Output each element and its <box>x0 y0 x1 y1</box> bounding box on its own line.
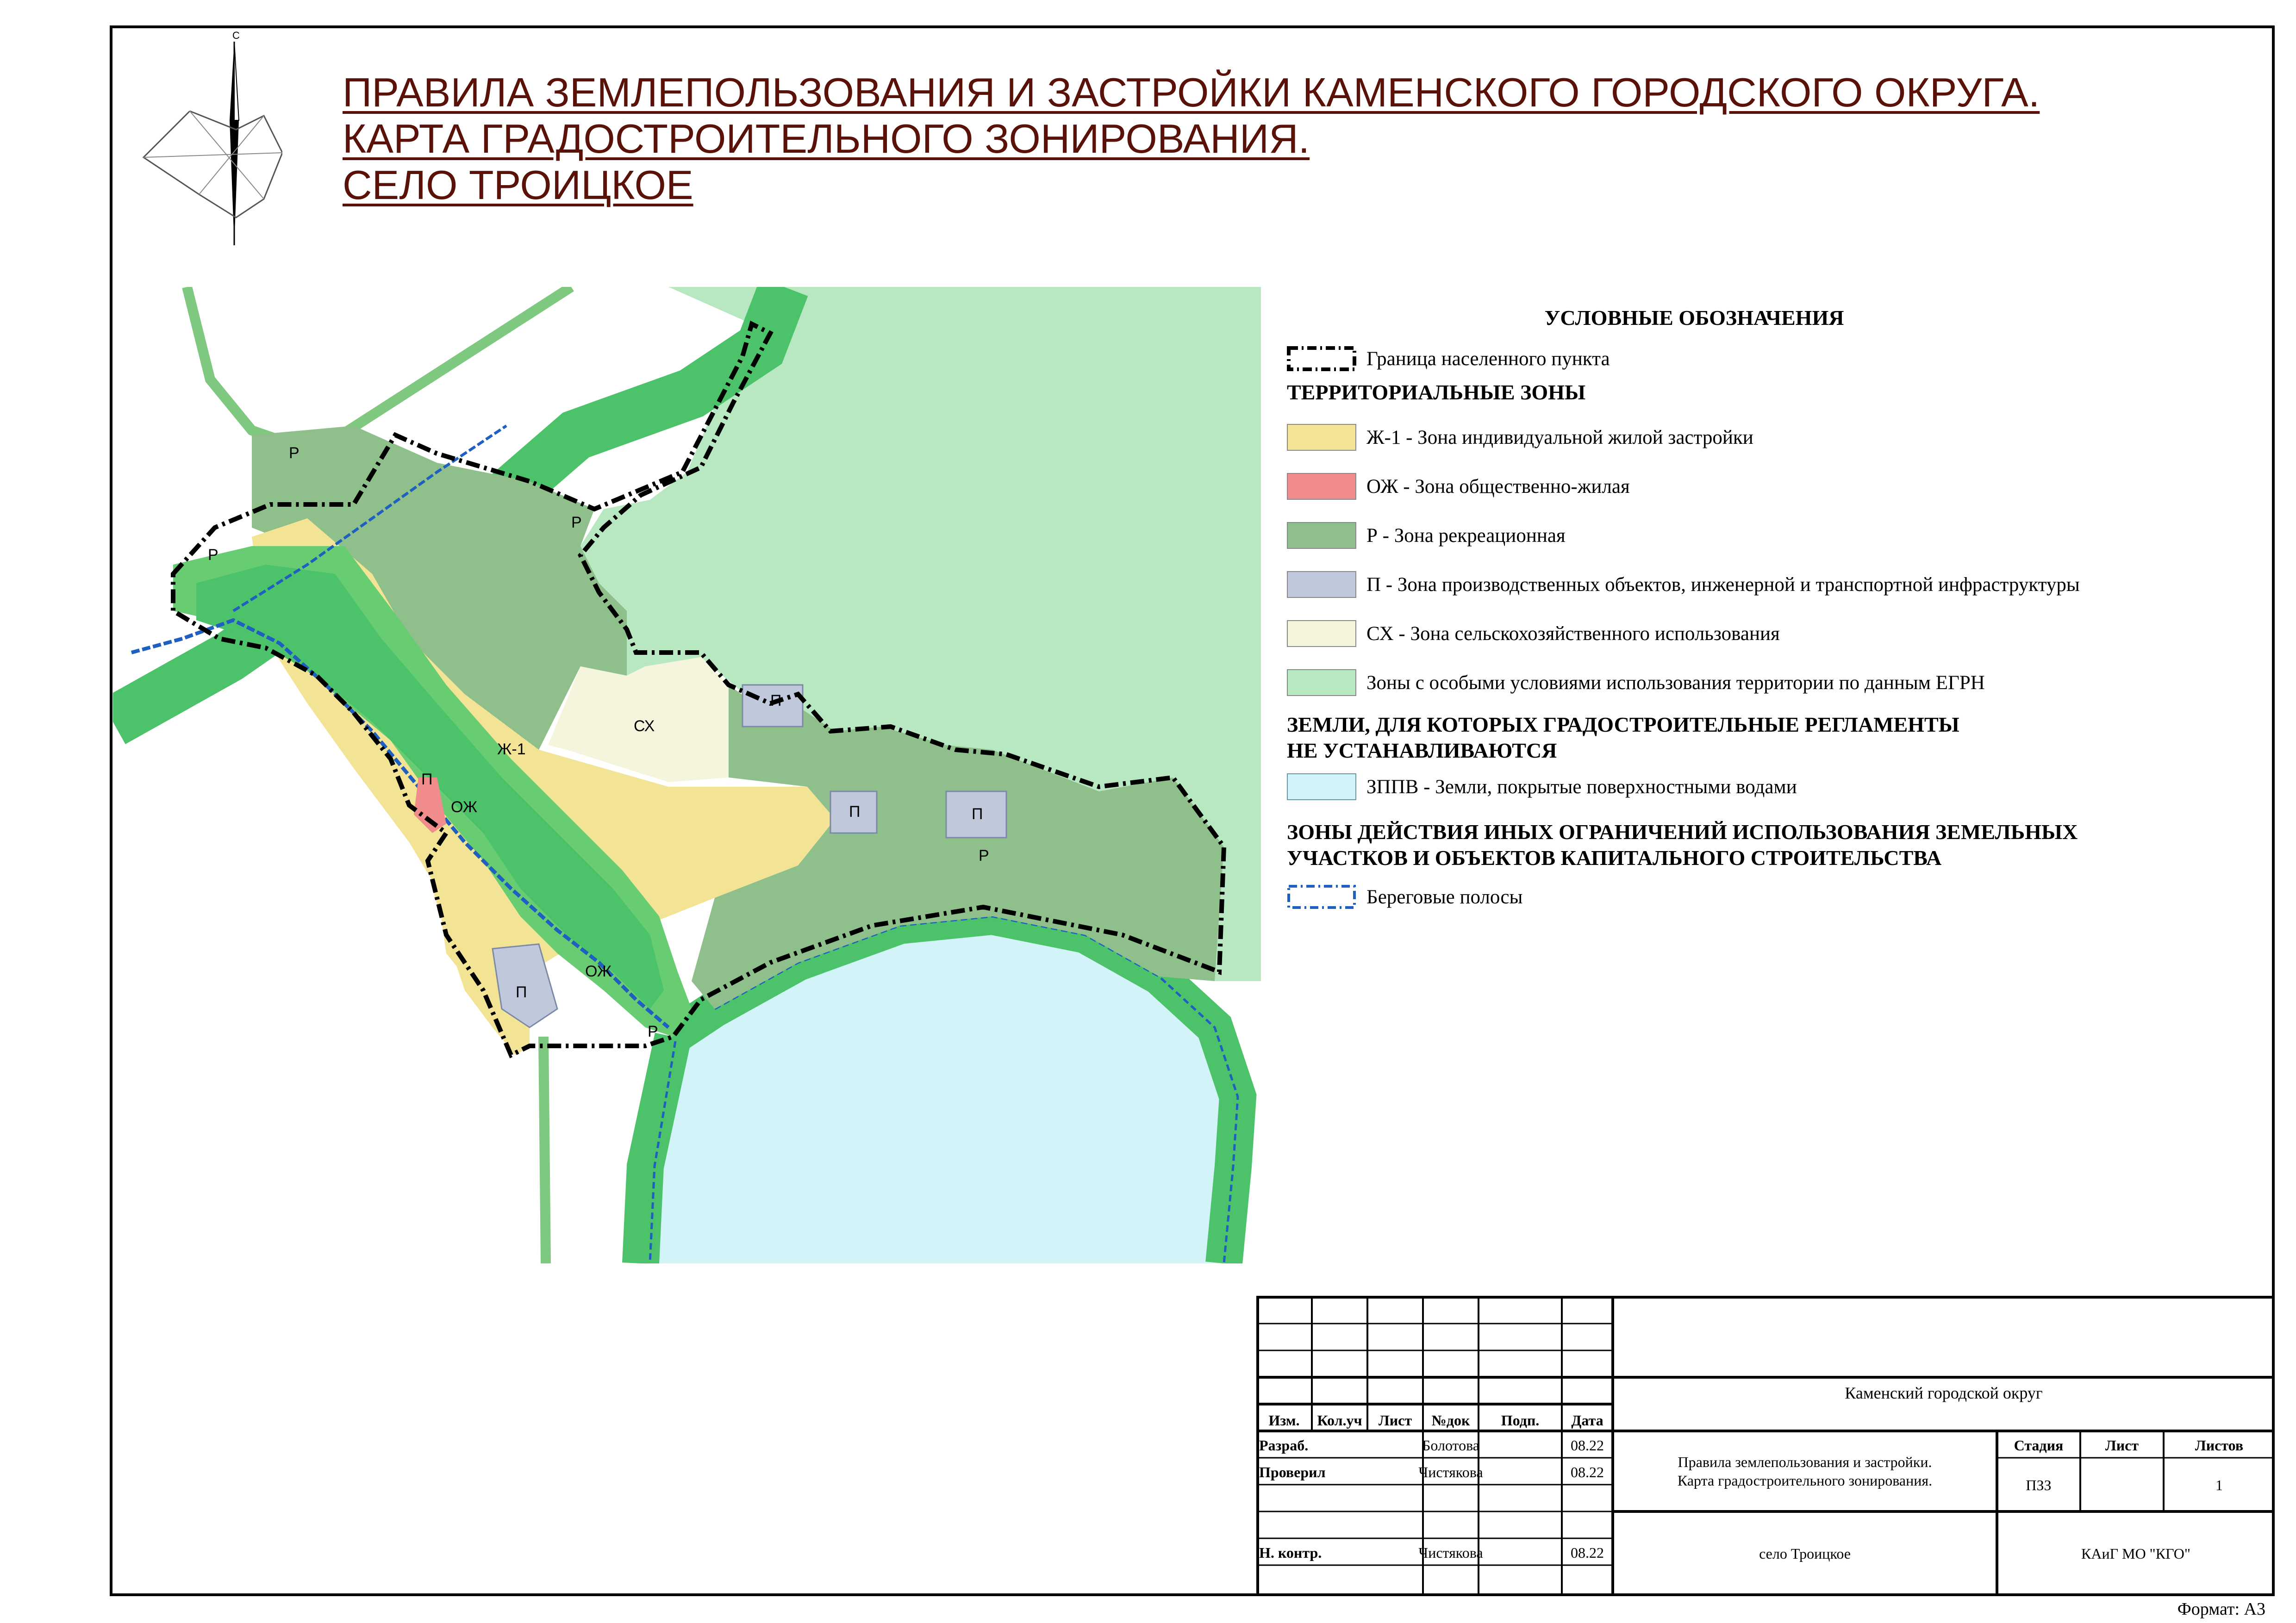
zone-label-ozh1: ОЖ <box>451 798 478 816</box>
legend-zone-row <box>1287 519 1566 552</box>
stamp-place: село Троицкое <box>1759 1545 1851 1562</box>
legend-zone-row <box>1287 666 1985 699</box>
legend-shore-row <box>1287 881 1522 913</box>
legend-title: УСЛОВНЫЕ ОБОЗНАЧЕНИЯ <box>1544 306 1844 330</box>
legend-zone-row <box>1287 421 1753 454</box>
zoning-map <box>113 287 1261 1263</box>
stamp-date: 08.22 <box>1571 1437 1604 1454</box>
legend-swatch-water <box>1287 773 1356 800</box>
legend-boundary-row <box>1287 342 1610 375</box>
stamp-doc-title-2: Карта градостроительного зонирования. <box>1677 1472 1933 1489</box>
stamp-organization: Каменский городской округ <box>1845 1384 2043 1402</box>
legend-swatch-special <box>1287 669 1356 696</box>
zone-label-p5: П <box>421 771 433 788</box>
zone-label-r3: Р <box>571 514 582 531</box>
stamp-header-date: Дата <box>1571 1412 1603 1429</box>
stamp-name: Чистякова <box>1418 1464 1483 1480</box>
legend-swatch-ozh <box>1287 473 1356 500</box>
legend-zone-row <box>1287 470 1630 503</box>
legend-water-label: ЗППВ - Земли, покрытые поверхностными водами <box>1366 776 1797 798</box>
legend-swatch-p <box>1287 571 1356 598</box>
legend-territorial-heading: ТЕРРИТОРИАЛЬНЫЕ ЗОНЫ <box>1287 380 1586 404</box>
zone-label-p2: П <box>849 803 861 821</box>
legend-zone-label: Ж-1 - Зона индивидуальной жилой застройки <box>1366 426 1753 448</box>
stamp-doc-title-1: Правила землепользования и застройки. <box>1678 1454 1932 1470</box>
title-block <box>1256 1296 2275 1596</box>
stamp-sheet-header: Лист <box>2105 1437 2139 1454</box>
stamp-header-kol: Кол.уч <box>1317 1412 1362 1429</box>
road-south <box>543 1037 546 1263</box>
legend-no-regulation-heading-line-2: НЕ УСТАНАВЛИВАЮТСЯ <box>1287 739 1557 762</box>
legend-swatch-sh <box>1287 620 1356 647</box>
stamp-name: Чистякова <box>1418 1544 1483 1561</box>
legend-swatch-r <box>1287 522 1356 549</box>
stamp-date: 08.22 <box>1571 1544 1604 1561</box>
legend-zone-label: П - Зона производственных объектов, инженерной и транспортной инфраструктуры <box>1366 573 2080 596</box>
legend-zone-row <box>1287 568 2080 601</box>
stamp-header-podp: Подп. <box>1501 1412 1540 1429</box>
legend-water-row <box>1287 771 1797 803</box>
stamp-stage-value: ПЗЗ <box>2026 1477 2052 1493</box>
stamp-company: КАиГ МО "КГО" <box>2081 1545 2190 1562</box>
legend-zone-row <box>1287 617 1780 650</box>
boundary-symbol-icon <box>1287 345 1356 372</box>
title-line-1: ПРАВИЛА ЗЕМЛЕПОЛЬЗОВАНИЯ И ЗАСТРОЙКИ КАМЕНСКОГО ГОРОДСКОГО ОКРУГА. <box>343 69 2040 115</box>
stamp-date: 08.22 <box>1571 1464 1604 1480</box>
stamp-role: Н. контр. <box>1259 1544 1322 1561</box>
title-line-2: КАРТА ГРАДОСТРОИТЕЛЬНОГО ЗОНИРОВАНИЯ. <box>343 116 1310 162</box>
legend-restrictions-heading-line-1: ЗОНЫ ДЕЙСТВИЯ ИНЫХ ОГРАНИЧЕНИЙ ИСПОЛЬЗОВАНИЯ ЗЕМЕЛЬНЫХ <box>1287 820 2078 844</box>
compass-rose-icon <box>125 28 282 259</box>
zone-label-r4: Р <box>979 847 989 864</box>
legend-swatch-zh1 <box>1287 424 1356 451</box>
map-title <box>343 69 2040 208</box>
legend-no-regulation-heading-line-1: ЗЕМЛИ, ДЛЯ КОТОРЫХ ГРАДОСТРОИТЕЛЬНЫЕ РЕГЛАМЕНТЫ <box>1287 713 1959 736</box>
stamp-header-ndok: №док <box>1431 1412 1470 1429</box>
zone-label-zh1: Ж-1 <box>497 740 526 758</box>
stamp-role: Разраб. <box>1259 1437 1309 1454</box>
zone-label-p3: П <box>972 805 983 823</box>
stamp-header-izm: Изм. <box>1268 1412 1300 1429</box>
legend-zone-label: Р - Зона рекреационная <box>1366 524 1566 547</box>
zone-label-r1: Р <box>289 444 299 462</box>
stamp-header-list: Лист <box>1378 1412 1412 1429</box>
zone-label-sh: СХ <box>634 717 655 735</box>
zone-label-r2: Р <box>208 546 218 564</box>
legend-zone-label: ОЖ - Зона общественно-жилая <box>1366 475 1630 497</box>
stamp-name: Болотова <box>1422 1437 1479 1454</box>
zone-label-r5: Р <box>648 1023 658 1040</box>
legend-zone-label: Зоны с особыми условиями использования территории по данным ЕГРН <box>1366 672 1985 694</box>
stamp-sheets-header: Листов <box>2195 1437 2244 1454</box>
title-line-3: СЕЛО ТРОИЦКОЕ <box>343 162 693 208</box>
stamp-role: Проверил <box>1259 1464 1326 1480</box>
legend-shore-label: Береговые полосы <box>1366 886 1523 908</box>
north-label: С <box>232 30 240 41</box>
legend-restrictions-heading <box>1287 819 2078 871</box>
legend-restrictions-heading-line-2: УЧАСТКОВ И ОБЪЕКТОВ КАПИТАЛЬНОГО СТРОИТЕЛЬСТВА <box>1287 846 1942 870</box>
legend-boundary-label: Граница населенного пункта <box>1366 348 1610 370</box>
zone-label-ozh2: ОЖ <box>585 963 612 980</box>
legend-no-regulation-heading <box>1287 712 1959 764</box>
zone-label-p1: П <box>770 692 782 709</box>
zone-label-p4: П <box>516 983 527 1001</box>
legend-zone-label: СХ - Зона сельскохозяйственного использования <box>1366 622 1780 645</box>
format-label: Формат: А3 <box>2177 1599 2265 1619</box>
stamp-stage-header: Стадия <box>2014 1437 2064 1454</box>
stamp-sheets-value: 1 <box>2215 1477 2223 1493</box>
shore-symbol-icon <box>1287 883 1356 910</box>
